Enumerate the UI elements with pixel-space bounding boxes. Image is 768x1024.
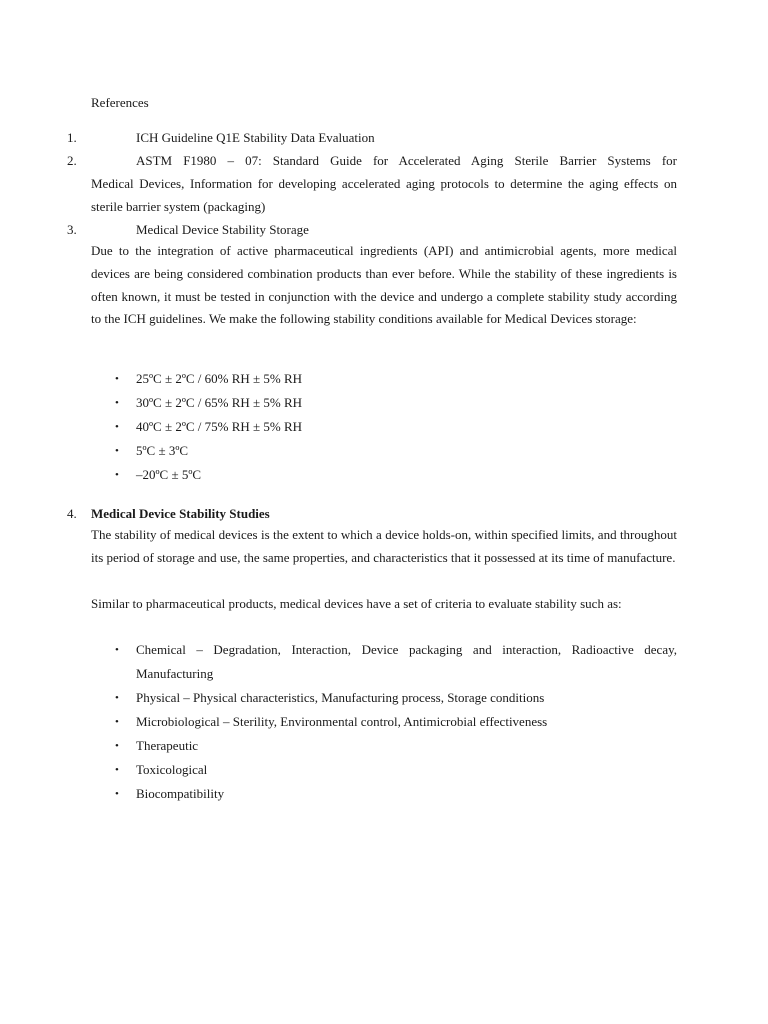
storage-conditions-list [91,367,677,487]
bullet-icon: • [115,445,119,457]
storage-condition-item [91,415,677,439]
criteria-text: Therapeutic [136,738,199,753]
stability-definition-paragraph [91,524,677,570]
criteria-intro-paragraph [91,593,677,616]
criteria-item [91,638,677,686]
reference-title: Medical Device Stability Storage [136,222,309,237]
reference-title: ASTM F1980 – 07: Standard Guide for Accelerated Aging Sterile Barrier Systems for [136,153,677,168]
storage-condition-item [91,439,677,463]
criteria-list [91,638,677,806]
bullet-icon: • [115,421,119,433]
reference-number: 2. [67,153,77,168]
criteria-item [91,734,677,758]
storage-condition-item [91,391,677,415]
criteria-item [91,758,677,782]
references-heading: References [91,95,149,110]
reference-number: 3. [67,222,77,237]
bullet-icon: • [115,644,119,656]
bullet-icon: • [115,764,119,776]
reference-number: 1. [67,130,77,145]
storage-condition-text: 30ºC ± 2ºC / 65% RH ± 5% RH [136,395,303,410]
storage-condition-text: 5ºC ± 3ºC [136,443,189,458]
criteria-item [91,686,677,710]
storage-paragraph-text: Due to the integration of active pharmaceutical ingredients (API) and antimicrobial agents, more medical devices are being considered combination products than ever before. While the stability of these ingredients is often known, it must be tested in conjunction with the device and undergo a complete stability study according to the ICH guidelines. We make the following stability conditions available for Medical Devices storage: [91,243,677,327]
stability-definition-text: The stability of medical devices is the extent to which a device holds-on, within specified limits, and throughout its period of storage and use, the same properties, and characteristics that it possessed at its time of manufacture. [91,527,677,565]
bullet-icon: • [115,692,119,704]
reference-title: ICH Guideline Q1E Stability Data Evaluation [136,130,375,145]
criteria-intro-text: Similar to pharmaceutical products, medical devices have a set of criteria to evaluate stability such as: [91,596,622,611]
section-title: Medical Device Stability Studies [91,506,270,521]
criteria-item [91,782,677,806]
storage-condition-text: –20ºC ± 5ºC [136,467,202,482]
criteria-text: Toxicological [136,762,208,777]
storage-condition-text: 40ºC ± 2ºC / 75% RH ± 5% RH [136,419,303,434]
bullet-icon: • [115,740,119,752]
section-number: 4. [67,506,77,521]
criteria-item [91,710,677,734]
criteria-text: Microbiological – Sterility, Environmental control, Antimicrobial effectiveness [136,714,548,729]
criteria-text: Biocompatibility [136,786,225,801]
storage-condition-item [91,463,677,487]
criteria-text: Chemical – Degradation, Interaction, Device packaging and interaction, Radioactive decay, Manufacturing [136,642,677,681]
bullet-icon: • [115,469,119,481]
bullet-icon: • [115,716,119,728]
storage-paragraph [91,240,677,331]
storage-condition-text: 25ºC ± 2ºC / 60% RH ± 5% RH [136,371,303,386]
reference-continuation: Medical Devices, Information for developing accelerated aging protocols to determine the aging effects on sterile barrier system (packaging) [91,176,677,214]
bullet-icon: • [115,373,119,385]
storage-condition-item [91,367,677,391]
criteria-text: Physical – Physical characteristics, Manufacturing process, Storage conditions [136,690,545,705]
bullet-icon: • [115,397,119,409]
bullet-icon: • [115,788,119,800]
